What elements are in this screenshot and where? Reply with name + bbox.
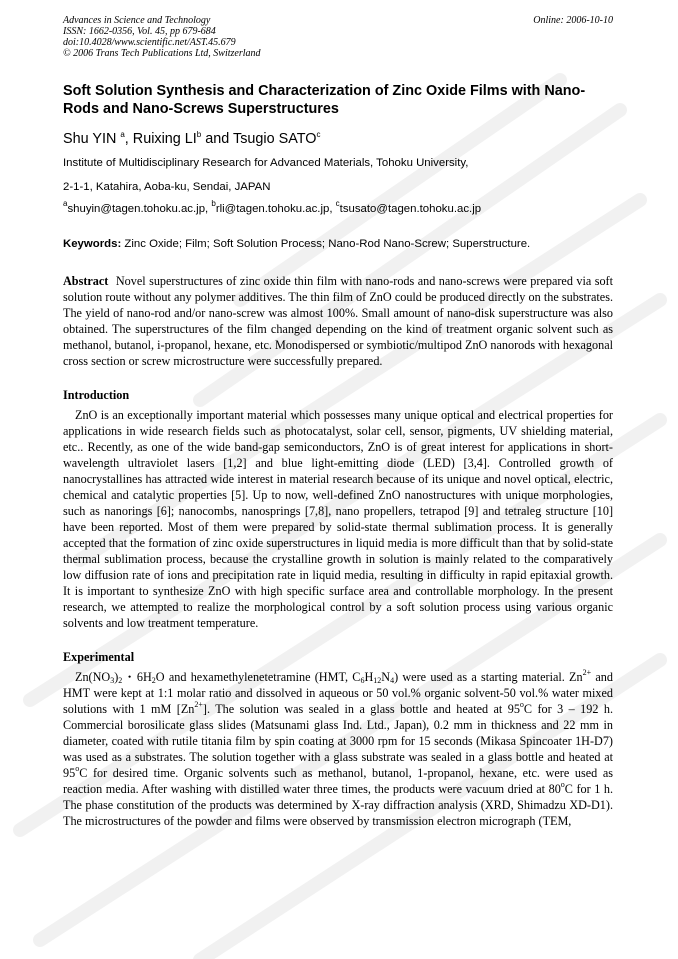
- introduction-heading: Introduction: [63, 388, 130, 402]
- exp-sup: o: [560, 780, 565, 789]
- online-date: Online: 2006-10-10: [533, 15, 613, 26]
- keywords-text: Zinc Oxide; Film; Soft Solution Process; Nano-Rod Nano-Screw; Superstructure.: [121, 238, 531, 250]
- exp-text: ) were used as a starting material. Zn: [394, 670, 583, 684]
- abstract-label: Abstract: [63, 274, 109, 288]
- author-2-sup: b: [196, 130, 202, 139]
- abstract: [63, 273, 613, 369]
- email-b: rli@tagen.tohoku.ac.jp,: [215, 203, 336, 215]
- exp-text: Zn(NO: [75, 670, 111, 684]
- email-a: shuyin@tagen.tohoku.ac.jp,: [67, 203, 212, 215]
- email-sup: b: [211, 199, 216, 208]
- paper-title: Soft Solution Synthesis and Characterization of Zinc Oxide Films with Nano-Rods and Nano-Screws Superstructures: [63, 83, 586, 117]
- experimental-text: [63, 669, 613, 829]
- exp-sub: 2: [118, 676, 123, 685]
- keywords: [63, 237, 613, 251]
- keywords-label: Keywords:: [63, 238, 122, 250]
- email-line: [63, 199, 613, 216]
- exp-text: C for desired time. Organic solvents such as methanol, butanol, 1-propanol, hexane, etc. were used as reaction media. After washing with distilled water three times, the products were vacuum dried at 80: [63, 766, 613, 796]
- exp-text: H: [364, 670, 374, 684]
- doi-line: doi:10.4028/www.scientific.net/AST.45.679: [63, 37, 236, 48]
- exp-sub: 4: [390, 676, 395, 685]
- exp-sub: 6: [360, 676, 365, 685]
- author-1-sup: a: [120, 130, 125, 139]
- author-line: [63, 130, 613, 148]
- author-3-sup: c: [316, 130, 321, 139]
- issn-line: ISSN: 1662-0356, Vol. 45, pp 679-684: [63, 26, 216, 37]
- author-sep: ,: [124, 131, 133, 147]
- journal-name: Advances in Science and Technology: [63, 15, 211, 26]
- abstract-text: Novel superstructures of zinc oxide thin film with nano-rods and nano-screws were prepared via soft solution route without any polymer additives. The thin film of ZnO could be produced directly on the substrates. The yield of nano-rod and/or nano-screw was almost 100%. Small amount of nano-disk superstructure was also obtained. The superstructures of the film changed depending on the kind of treatment organic solvent such as methanol, butanol, i-propanol, hexane, etc. Monodispersed or symbiotic/multipod ZnO nanorods with hexagonal cross section or screw microstructure were successfully prepared.: [63, 274, 613, 368]
- exp-sup: 2+: [194, 700, 203, 709]
- exp-text: C for 3 – 192 h. Commercial borosilicate glass slides (Matsunami glass Ind. Ltd., Japan), 0.2 mm in thickness and 22 mm in diameter, coated with rutile titania film by spin coating at 3000 rpm for 15 seconds (Mikasa Spincoater 1H-D7) was used as a substrates. The solution together with a glass substrate was sealed in a glass bottle and heated at 95: [63, 702, 613, 780]
- author-2: Ruixing LI: [132, 131, 197, 147]
- exp-text: and HMT were kept at 1:1 molar ratio and dissolved in aqueous or 50 vol.% organic solvent-50 vol.% water mixed solutions with 1 mM [Zn: [63, 670, 613, 716]
- exp-text: O and hexamethylenetetramine (HMT, C: [155, 670, 361, 684]
- paper-content: [63, 15, 613, 829]
- author-3: Tsugio SATO: [233, 131, 317, 147]
- exp-text: ): [114, 670, 119, 684]
- email-sup: a: [63, 199, 68, 208]
- exp-sup: o: [519, 700, 524, 709]
- author-1: Shu YIN: [63, 131, 117, 147]
- introduction-text: ZnO is an exceptionally important material which possesses many unique optical and electrical properties for applications in wide research fields such as photocatalyst, solar cell, sensor, pigments, UV shielding material, etc.. Recently, as one of the wide band-gap semiconductors, ZnO is of great interest for applications in short-wavelength ultraviolet lasers [1,2] and blue light-emitting diode (LED) [3,4]. Controlled growth of nanocrystallines has attracted wide interest in material research because of its unique and novel optical, electric, chemical and catalytic properties [5]. Up to now, well-defined ZnO nanostructures with unique morphologies, such as nanorings [6]; nanocombs, nanosprings [7,8], nano propellers, tetrapod [9] and tetraleg structure [10] have been reported. Most of them were prepared by solid-state thermal sublimation process. It is generally accepted that the formation of zinc oxide superstructures in liquid media is more difficult than that by solid-state thermal sublimation process, because the crystalline growth in solution is mainly related to the comparatively low diffusion rate of ions and precipitation rate in liquid media, resulting in difficulty in rapid epitaxial growth. It is important to synthesize ZnO with high specific surface area and controllable morphology. In the present research, we attempted to realize the morphological control by a soft solution process using various organic solvents and low treatment temperature.: [63, 408, 613, 630]
- exp-sub: 3: [110, 676, 115, 685]
- affiliation-line-2: 2-1-1, Katahira, Aoba-ku, Sendai, JAPAN: [63, 181, 271, 193]
- exp-text: C for 1 h. The phase constitution of the products was determined by X-ray diffraction analysis (XRD, Shimadzu XD-D1). The microstructures of the powder and films were observed by transmission electron micrograph (TEM,: [63, 782, 613, 828]
- experimental-heading: Experimental: [63, 650, 135, 664]
- copyright-line: © 2006 Trans Tech Publications Ltd, Switzerland: [63, 48, 261, 59]
- journal-header: [63, 15, 613, 65]
- exp-text: ]. The solution was sealed in a glass bottle and heated at 95: [202, 702, 520, 716]
- exp-text: N: [381, 670, 391, 684]
- email-sup: c: [335, 199, 340, 208]
- exp-sup: o: [75, 764, 80, 773]
- exp-sup: 2+: [582, 668, 592, 677]
- email-c: tsusato@tagen.tohoku.ac.jp: [339, 203, 482, 215]
- affiliation-line-1: Institute of Multidisciplinary Research for Advanced Materials, Tohoku University,: [63, 157, 469, 169]
- exp-sub: 12: [373, 676, 382, 685]
- author-sep: and: [201, 131, 233, 147]
- exp-sub: 2: [151, 676, 156, 685]
- exp-text: ・6H: [122, 670, 152, 684]
